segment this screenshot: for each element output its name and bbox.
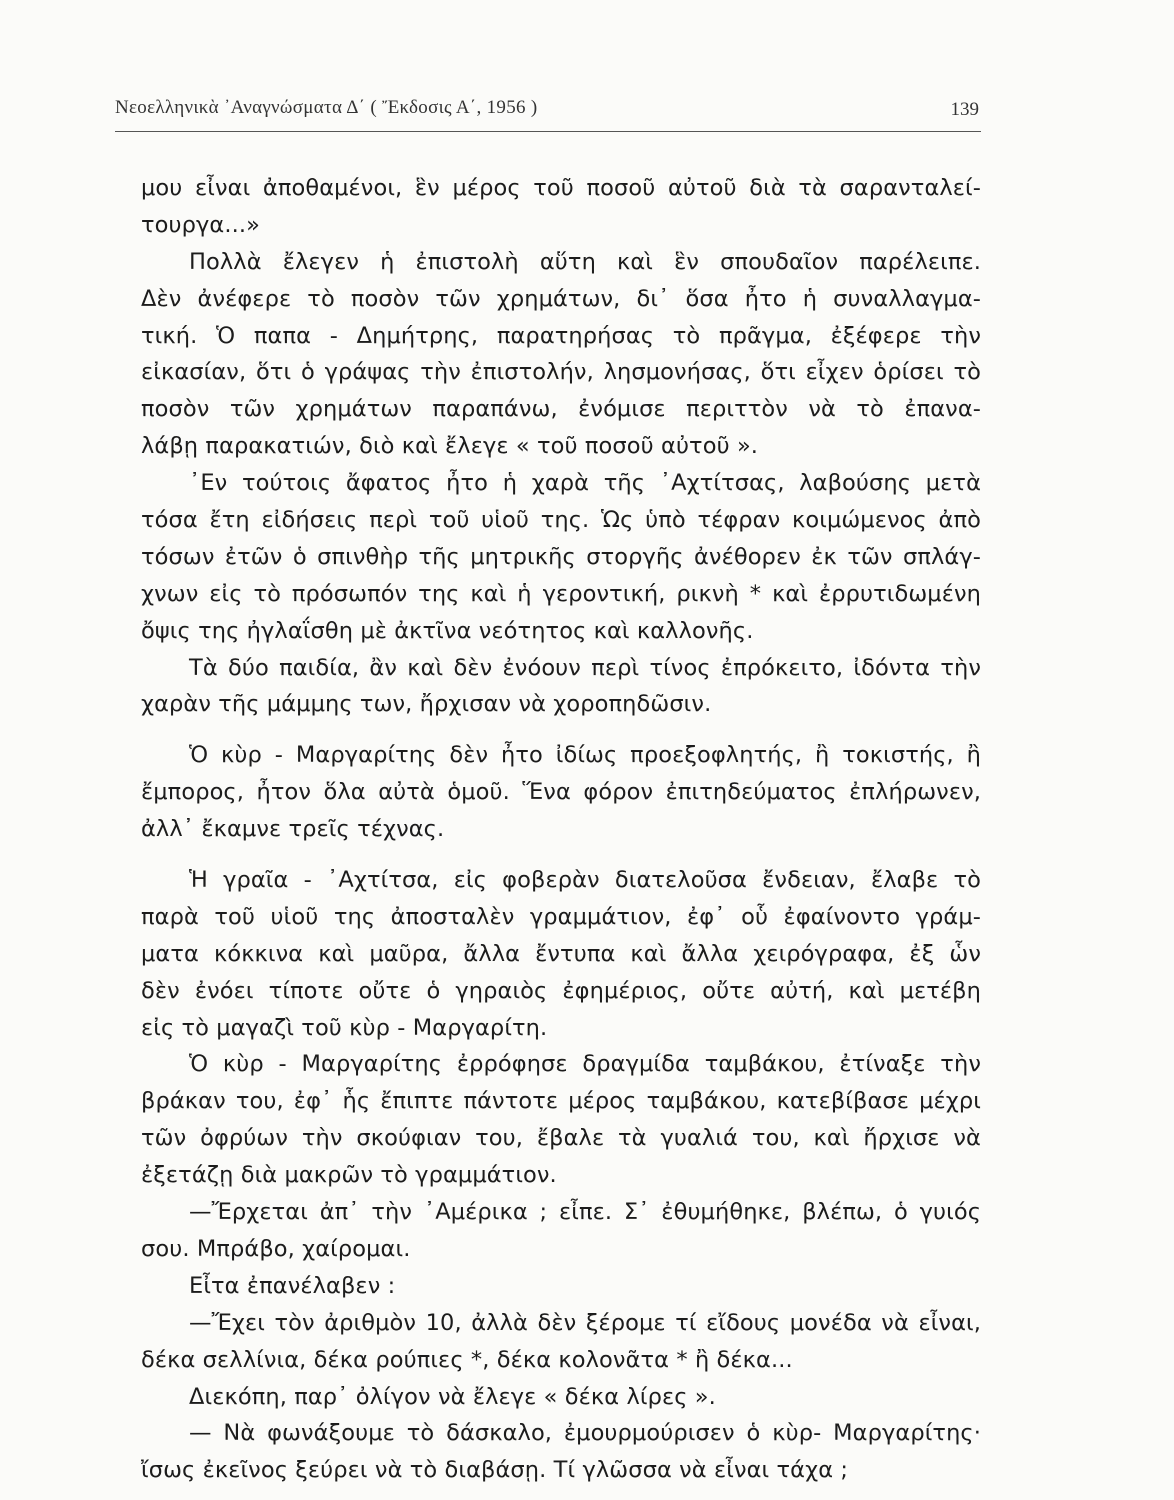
text-line: Ὁ κὺρ - Μαργαρίτης δὲν ἦτο ἰδίως προεξοφλητής, ἢ τοκιστής, ἢ (189, 742, 981, 769)
text-line: Ὁ κὺρ - Μαργαρίτης ἐρρόφησε δραγμίδα ταμβάκου, ἐτίναξε τὴν (189, 1051, 981, 1078)
text-line: χνων εἰς τὸ πρόσωπόν της καὶ ἡ γεροντική, ρικνὴ * καὶ ἐρρυτιδωμένη (141, 580, 981, 607)
text-line: εἰκασίαν, ὅτι ὁ γράψας τὴν ἐπιστολήν, λησμονήσας, ὅτι εἶχεν ὁρίσει τὸ (141, 359, 981, 386)
text-line: ματα κόκκινα καὶ μαῦρα, ἄλλα ἔντυπα καὶ ἄλλα χειρόγραφα, ἐξ ὧν (141, 940, 981, 967)
header-title: Νεοελληνικὰ ᾿Αναγνώσματα Δ΄ ( Ἔκδοσις Α΄, 1956 ) (115, 97, 538, 118)
text-line: —Ἔρχεται ἀπ᾿ τὴν ᾿Αμέρικα ; εἶπε. Σ᾿ ἐθυμήθηκε, βλέπω, ὁ γυιός (189, 1199, 981, 1226)
text-line: Τὰ δύο παιδία, ἂν καὶ δὲν ἐνόουν περὶ τίνος ἐπρόκειτο, ἰδόντα τὴν (189, 654, 981, 681)
text-line: εἰς τὸ μαγαζὶ τοῦ κὺρ - Μαργαρίτη. (141, 1014, 548, 1041)
text-line: ἀλλ᾿ ἔκαμνε τρεῖς τέχνας. (141, 816, 445, 843)
text-line: ᾿Εν τούτοις ἄφατος ἦτο ἡ χαρὰ τῆς ᾿Αχτίτσας, λαβούσης μετὰ (189, 470, 981, 497)
running-header (115, 97, 981, 132)
text-line: μου εἶναι ἀποθαμένοι, ἓν μέρος τοῦ ποσοῦ αὐτοῦ διὰ τὰ σαρανταλεί- (141, 175, 981, 201)
text-line: Εἶτα ἐπανέλαβεν : (189, 1272, 396, 1299)
text-line: τόσα ἔτη εἰδήσεις περὶ τοῦ υἱοῦ της. Ὡς ὑπὸ τέφραν κοιμώμενος ἀπὸ (141, 507, 981, 534)
text-line: δὲν ἐνόει τίποτε οὔτε ὁ γηραιὸς ἐφημέριος, οὔτε αὐτή, καὶ μετέβη (141, 977, 981, 1004)
text-line: χαρὰν τῆς μάμμης των, ἤρχισαν νὰ χοροπηδῶσιν. (141, 691, 712, 718)
text-line: ἔμπορος, ἦτον ὅλα αὐτὰ ὁμοῦ. Ἕνα φόρον ἐπιτηδεύματος ἐπλήρωνεν, (141, 779, 981, 806)
text-line: τῶν ὀφρύων τὴν σκούφιαν του, ἔβαλε τὰ γυαλιά του, καὶ ἤρχισε νὰ (141, 1125, 981, 1152)
text-line: τόσων ἐτῶν ὁ σπινθὴρ τῆς μητρικῆς στοργῆς ἀνέθορεν ἐκ τῶν σπλάγ- (141, 543, 981, 570)
page-number: 139 (950, 99, 979, 120)
text-line: ὄψις της ἠγλαΐσθη μὲ ἀκτῖνα νεότητος καὶ καλλονῆς. (141, 617, 754, 644)
body-text (141, 170, 981, 1489)
text-line: Διεκόπη, παρ᾿ ὀλίγον νὰ ἔλεγε « δέκα λίρες ». (189, 1383, 716, 1410)
text-line: λάβῃ παρακατιών, διὸ καὶ ἔλεγε « τοῦ ποσοῦ αὐτοῦ ». (141, 433, 759, 460)
text-line: — Νὰ φωνάξουμε τὸ δάσκαλο, ἐμουρμούρισεν ὁ κὺρ- Μαργαρίτης· (189, 1420, 981, 1447)
text-line: δέκα σελλίνια, δέκα ρούπιες *, δέκα κολονᾶτα * ἢ δέκα... (141, 1346, 793, 1373)
text-line: Ἡ γραῖα - ᾿Αχτίτσα, εἰς φοβερὰν διατελοῦσα ἔνδειαν, ἔλαβε τὸ (189, 867, 981, 894)
text-line: —Ἔχει τὸν ἀριθμὸν 10, ἀλλὰ δὲν ξέρομε τί εἴδους μονέδα νὰ εἶναι, (189, 1309, 981, 1336)
text-line: ἴσως ἐκεῖνος ξεύρει νὰ τὸ διαβάσῃ. Τί γλῶσσα νὰ εἶναι τάχα ; (141, 1457, 849, 1484)
text-line: παρὰ τοῦ υἱοῦ της ἀποσταλὲν γραμμάτιον, ἐφ᾿ οὗ ἐφαίνοντο γράμ- (141, 903, 981, 930)
text-line: Πολλὰ ἔλεγεν ἡ ἐπιστολὴ αὕτη καὶ ἓν σπουδαῖον παρέλειπε. (189, 248, 981, 275)
text-line: Δὲν ἀνέφερε τὸ ποσὸν τῶν χρημάτων, δι᾿ ὅσα ἦτο ἡ συναλλαγμα- (141, 285, 981, 312)
text-line: τουργα...» (141, 211, 260, 238)
text-line: σου. Μπράβο, χαίρομαι. (141, 1235, 411, 1262)
text-line: τική. Ὁ παπα - Δημήτρης, παρατηρήσας τὸ πρᾶγμα, ἐξέφερε τὴν (141, 322, 981, 349)
text-line: ποσὸν τῶν χρημάτων παραπάνω, ἐνόμισε περιττὸν νὰ τὸ ἐπανα- (141, 396, 981, 423)
text-line: βράκαν του, ἐφ᾿ ἧς ἔπιπτε πάντοτε μέρος ταμβάκου, κατεβίβασε μέχρι (141, 1088, 981, 1115)
text-line: ἐξετάζῃ διὰ μακρῶν τὸ γραμμάτιον. (141, 1162, 557, 1189)
